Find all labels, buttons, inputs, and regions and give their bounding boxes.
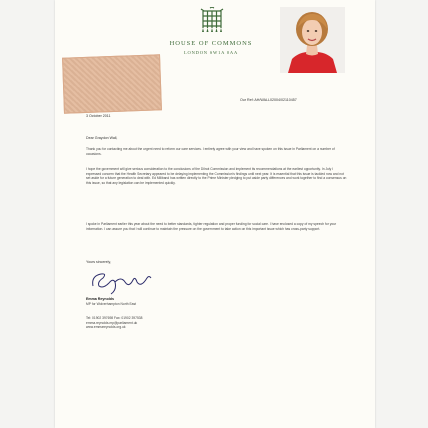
body-paragraph-2: I hope the government will give serious consideration to the conclusions of the Dilnot Commission and implement its recommendations at the earliest opportunity. In July I expressed concern that the Health Secretary appeared to be delaying implementing the Commission's findings until next year. It is essential that this issue is tackled now and not set aside for a future generation to deal with. Ed Miliband has written directly to the Prime Minister pledging to put aside party differences and work together to find a consensus on this issue, so that any legislation can be implemented quickly. <box>86 167 347 185</box>
signer-title: MP for Wolverhampton North East <box>86 302 137 306</box>
signer-name: Emma Reynolds <box>86 297 114 301</box>
house-of-commons-heading <box>155 40 267 55</box>
house-name: HOUSE OF COMMONS <box>169 40 253 47</box>
contact-email[interactable]: emma.reynolds.mp@parliament.uk <box>86 320 138 325</box>
house-address: LONDON SW1A 0AA <box>184 50 238 55</box>
salutation: Dear Graydon Wall, <box>86 136 118 140</box>
handwritten-signature-icon <box>89 268 159 296</box>
body-paragraph-1: Thank you for contacting me about the urgent need to reform our care services. I entirely agree with your view and have spoken on this issue in Parliament on a number of occasions. <box>86 147 335 156</box>
portcullis-crest-icon <box>200 7 224 34</box>
reference-number: Our Ref: AH/WALL02004/02110457 <box>240 98 297 102</box>
closing-line: Yours sincerely, <box>86 260 111 264</box>
mp-portrait-photo <box>280 7 345 73</box>
contact-details <box>86 316 142 330</box>
letter-date: 3 October 2011 <box>86 114 111 118</box>
address-label-pad <box>62 54 162 113</box>
letter-sheet <box>55 0 375 428</box>
body-paragraph-3: I spoke in Parliament earlier this year about the need to better standards, tighter regulation and proper funding for social care. I have enclosed a copy of my speech for your information. I can assure you that I will continue to maintain the pressure on the government to take action on this important issue which has cross-party support. <box>86 222 337 231</box>
contact-phone: Tel: 01902 397698 Fax: 01902 397538 <box>86 316 143 320</box>
contact-website[interactable]: www.emmareynolds.org.uk <box>86 325 126 330</box>
